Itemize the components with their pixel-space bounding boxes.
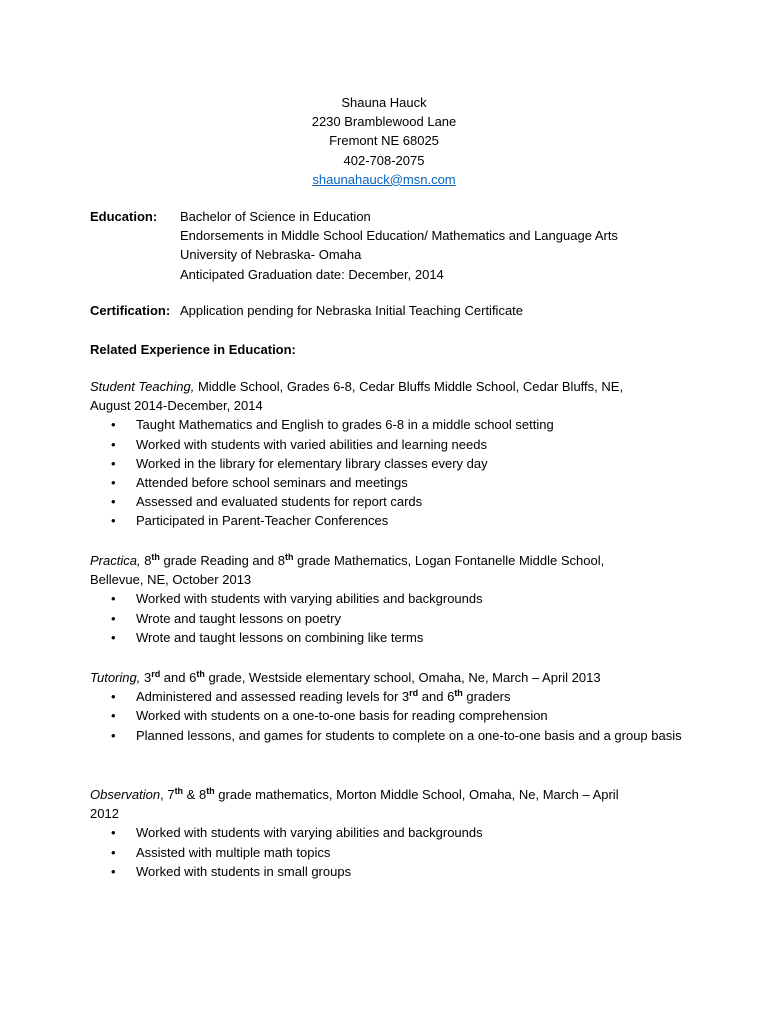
education-degree: Bachelor of Science in Education [180,209,371,224]
list-item: • Worked with students in small groups [90,862,690,881]
list-item: • Planned lessons, and games for students to complete on a one-to-one basis and a group basis [90,726,690,745]
contact-city: Fremont NE 68025 [329,133,439,149]
list-item: • Worked with students on a one-to-one basis for reading comprehension [90,706,690,725]
list-item: • Worked in the library for elementary library classes every day [90,454,690,473]
practica-text-3: grade Mathematics, Logan Fontanelle Middle School, [293,553,605,568]
student-teaching-title-line [90,377,690,396]
contact-name: Shauna Hauck [341,95,427,110]
practica-dates: Bellevue, NE, October 2013 [90,572,252,588]
tutoring-title: Tutoring, [90,670,141,685]
education-graduation: Anticipated Graduation date: December, 2014 [180,266,444,282]
tutoring-sup-2: th [196,669,205,679]
tutoring-text-1: 3 [140,670,152,685]
contact-email-link[interactable]: shaunahauck@msn.com [312,171,456,187]
tutoring-bullet-sup-1: rd [409,688,419,699]
tutoring-text-2: and 6 [160,670,197,685]
practica-text-2: grade Reading and 8 [159,553,285,568]
certification-label: Certification: [90,303,171,318]
list-item [90,687,690,706]
observation-dates: 2012 [90,806,119,822]
list-item: • Participated in Parent-Teacher Conferences [90,511,690,530]
tutoring-title-line [90,668,690,687]
tutoring-bullet-text-1: Administered and assessed reading levels for 3 [136,689,410,705]
list-item: • Taught Mathematics and English to grades 6-8 in a middle school setting [90,415,690,434]
observation-text-1: , 7 [160,787,175,802]
tutoring-bullet-text-2: and 6 [418,689,455,705]
experience-heading: Related Experience in Education: [90,342,296,357]
practica-section [90,551,690,647]
tutoring-bullet-sup-2: th [454,688,463,699]
student-teaching-dates: August 2014-December, 2014 [90,398,263,414]
education-label: Education: [90,209,158,224]
list-item: • Assessed and evaluated students for report cards [90,492,690,511]
observation-sup-1: th [174,786,184,796]
tutoring-bullet-text-3: graders [462,689,511,705]
observation-text-2: & 8 [183,787,207,802]
observation-section [90,785,690,881]
list-item: • Worked with students with varying abilities and backgrounds [90,589,690,608]
contact-header [0,93,768,189]
practica-text-1: 8 [140,553,152,568]
list-item: • Assisted with multiple math topics [90,843,690,862]
tutoring-text-3: grade, Westside elementary school, Omaha, Ne, March – April 2013 [204,670,601,685]
observation-list [90,823,690,881]
student-teaching-section [90,377,690,531]
contact-phone: 402-708-2075 [343,152,425,168]
observation-title: Observation [90,787,161,802]
tutoring-list [90,687,690,745]
list-item: • Attended before school seminars and meetings [90,473,690,492]
contact-street: 2230 Bramblewood Lane [311,114,457,130]
student-teaching-list [90,415,690,530]
student-teaching-title: Student Teaching, [90,379,195,394]
observation-sup-2: th [206,786,215,796]
practica-sup-1: th [151,552,160,562]
list-item: • Worked with students with varying abilities and backgrounds [90,823,690,842]
practica-list [90,589,690,647]
list-item: • Worked with students with varied abilities and learning needs [90,435,690,454]
education-details [180,207,618,284]
tutoring-sup-1: rd [151,669,161,679]
observation-text-3: grade mathematics, Morton Middle School, Omaha, Ne, March – April [214,787,619,802]
practica-title-line [90,551,690,570]
student-teaching-desc: Middle School, Grades 6-8, Cedar Bluffs Middle School, Cedar Bluffs, NE, [194,379,624,394]
tutoring-section [90,668,690,745]
list-item: • Wrote and taught lessons on poetry [90,609,690,628]
education-university: University of Nebraska- Omaha [180,247,362,263]
certification-text: Application pending for Nebraska Initial Teaching Certificate [180,303,524,318]
practica-sup-2: th [284,552,294,562]
observation-title-line [90,785,690,804]
education-endorsements: Endorsements in Middle School Education/ Mathematics and Language Arts [180,228,618,244]
list-item: • Wrote and taught lessons on combining like terms [90,628,690,647]
practica-title: Practica, [90,553,141,568]
